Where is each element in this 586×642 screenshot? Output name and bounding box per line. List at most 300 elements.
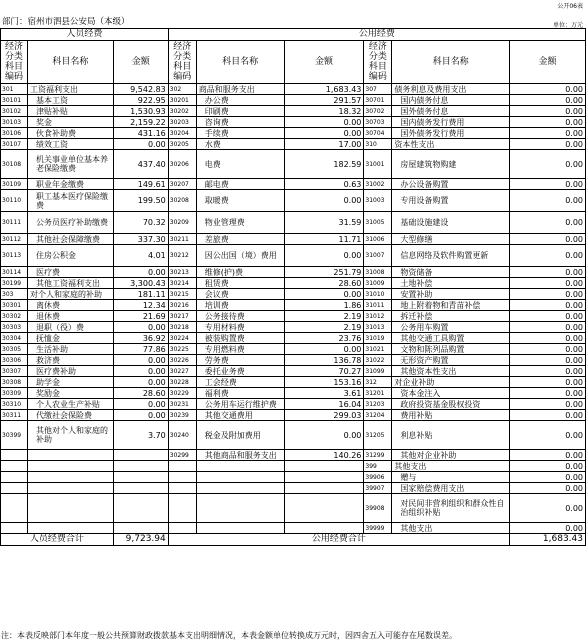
item-code: 30215: [168, 289, 196, 300]
public-total-label: 公用经费合计: [168, 534, 509, 546]
item-code: 30216: [168, 300, 196, 311]
empty-cell: [1, 472, 28, 483]
item-amount: 0.00: [510, 245, 586, 267]
item-amount: 12.34: [113, 300, 168, 311]
item-amount: 9,542.83: [113, 84, 168, 95]
table-row: [1, 355, 586, 366]
item-name: 对民间非营利组织和群众性自治组织补贴: [392, 494, 510, 523]
item-amount: 0.00: [510, 190, 586, 212]
table-row: [1, 322, 586, 333]
item-name: 对个人和家庭的补助: [27, 289, 113, 300]
item-code: 301: [1, 84, 28, 95]
item-code: 31001: [364, 150, 392, 179]
item-name: 大型修缮: [392, 234, 510, 245]
public-total-value: 1,683.43: [510, 534, 586, 546]
empty-cell: [168, 461, 196, 472]
empty-cell: [27, 472, 113, 483]
item-amount: 0.00: [113, 366, 168, 377]
item-name: 住房公积金: [27, 245, 113, 267]
item-code: 30703: [364, 117, 392, 128]
item-amount: 0.00: [510, 267, 586, 278]
item-code: 30107: [1, 139, 28, 150]
item-code: 31011: [364, 300, 392, 311]
item-code: 30202: [168, 106, 196, 117]
item-amount: 0.00: [113, 267, 168, 278]
item-name: 无形资产购置: [392, 355, 510, 366]
item-code: 31009: [364, 278, 392, 289]
item-name: 邮电费: [196, 179, 284, 190]
column-header-row: [1, 41, 586, 84]
item-name: 其他对个人和家庭的补助: [27, 421, 113, 450]
table-row: [1, 523, 586, 534]
item-code: 39999: [364, 523, 392, 534]
table-row: [1, 461, 586, 472]
item-amount: 0.00: [510, 421, 586, 450]
item-amount: 17.00: [284, 139, 364, 150]
item-amount: 431.16: [113, 128, 168, 139]
table-row: [1, 483, 586, 494]
item-code: 302: [168, 84, 196, 95]
table-row: [1, 300, 586, 311]
table-row: [1, 377, 586, 388]
item-amount: 36.92: [113, 333, 168, 344]
personnel-total-value: 9,723.94: [113, 534, 168, 546]
item-name: 租赁费: [196, 278, 284, 289]
amount-header: 金额: [510, 41, 586, 84]
item-code: 39906: [364, 472, 392, 483]
item-amount: 0.00: [284, 190, 364, 212]
empty-cell: [284, 472, 364, 483]
amount-header: 金额: [284, 41, 364, 84]
item-name: 国内债务发行费用: [392, 117, 510, 128]
item-name: 其他支出: [392, 523, 510, 534]
empty-cell: [168, 494, 196, 523]
item-code: 30205: [168, 139, 196, 150]
item-code: 30302: [1, 311, 28, 322]
item-code: 30306: [1, 355, 28, 366]
item-name: 手续费: [196, 128, 284, 139]
item-name: 基本工资: [27, 95, 113, 106]
table-row: [1, 289, 586, 300]
item-name: 信息网络及软件购置更新: [392, 245, 510, 267]
item-amount: 0.00: [510, 128, 586, 139]
item-name: 专用材料费: [196, 322, 284, 333]
table-body: [1, 84, 586, 534]
item-code: 30240: [168, 421, 196, 450]
item-code: [1, 450, 28, 461]
group-header-row: [1, 29, 586, 41]
item-code: 30227: [168, 366, 196, 377]
item-amount: 922.95: [113, 95, 168, 106]
item-code: 30212: [168, 245, 196, 267]
item-amount: 0.00: [510, 344, 586, 355]
item-code: 30704: [364, 128, 392, 139]
item-amount: 337.30: [113, 234, 168, 245]
item-name: 公务用车运行维护费: [196, 399, 284, 410]
item-code: 30310: [1, 399, 28, 410]
empty-cell: [284, 494, 364, 523]
item-amount: 18.32: [284, 106, 364, 117]
item-code: 399: [364, 461, 392, 472]
item-amount: 149.61: [113, 179, 168, 190]
item-code: 30102: [1, 106, 28, 117]
item-code: 30113: [1, 245, 28, 267]
empty-cell: [168, 472, 196, 483]
item-amount: 0.00: [510, 289, 586, 300]
item-code: 30239: [168, 410, 196, 421]
item-amount: 0.00: [510, 494, 586, 523]
table-row: [1, 95, 586, 106]
item-amount: 0.00: [510, 278, 586, 289]
item-name: 差旅费: [196, 234, 284, 245]
item-name: 商品和服务支出: [196, 84, 284, 95]
item-amount: 2.19: [284, 322, 364, 333]
empty-cell: [168, 523, 196, 534]
item-name: 退休费: [27, 311, 113, 322]
item-code: 30204: [168, 128, 196, 139]
empty-cell: [284, 523, 364, 534]
item-name: 电费: [196, 150, 284, 179]
item-name: 安置补助: [392, 289, 510, 300]
personnel-group-header: 人员经费: [1, 29, 169, 41]
empty-cell: [27, 494, 113, 523]
item-amount: 0.00: [510, 355, 586, 366]
item-name: 培训费: [196, 300, 284, 311]
item-amount: 0.00: [510, 117, 586, 128]
item-name: 资本性支出: [392, 139, 510, 150]
item-name: 办公设备购置: [392, 179, 510, 190]
empty-cell: [1, 483, 28, 494]
item-code: 30399: [1, 421, 28, 450]
item-name: 咨询费: [196, 117, 284, 128]
item-code: 30303: [1, 322, 28, 333]
item-amount: 70.32: [113, 212, 168, 234]
amount-header: 金额: [113, 41, 168, 84]
table-row: [1, 234, 586, 245]
item-code: 31022: [364, 355, 392, 366]
item-amount: 0.00: [510, 84, 586, 95]
item-amount: 0.00: [113, 399, 168, 410]
item-name: 福利费: [196, 388, 284, 399]
item-amount: 0.00: [510, 139, 586, 150]
item-name: 其他支出: [392, 461, 510, 472]
item-code: 30101: [1, 95, 28, 106]
totals-row: [1, 534, 586, 546]
item-amount: 299.03: [284, 410, 364, 421]
item-amount: 0.00: [510, 333, 586, 344]
item-amount: 0.00: [510, 366, 586, 377]
item-amount: 0.00: [510, 234, 586, 245]
item-name: 房屋建筑物购建: [392, 150, 510, 179]
item-name: 其他资本性支出: [392, 366, 510, 377]
item-amount: 0.00: [510, 483, 586, 494]
code-header: 经济分类科目编码: [364, 41, 392, 84]
item-name: 专用燃料费: [196, 344, 284, 355]
item-amount: 0.00: [284, 421, 364, 450]
item-amount: 291.57: [284, 95, 364, 106]
item-amount: 0.00: [510, 150, 586, 179]
item-code: 30304: [1, 333, 28, 344]
item-code: 30217: [168, 311, 196, 322]
item-code: 31005: [364, 212, 392, 234]
item-amount: 0.00: [284, 128, 364, 139]
item-name: 工会经费: [196, 377, 284, 388]
table-row: [1, 106, 586, 117]
item-amount: 0.00: [510, 179, 586, 190]
department-label: 部门：宿州市泗县公安局（本级）: [2, 17, 130, 27]
form-number: 公开06表: [557, 3, 583, 10]
item-code: 30308: [1, 377, 28, 388]
item-amount: 0.00: [510, 461, 586, 472]
item-name: 津贴补贴: [27, 106, 113, 117]
item-amount: 0.63: [284, 179, 364, 190]
item-amount: 31.59: [284, 212, 364, 234]
item-code: 30199: [1, 278, 28, 289]
empty-cell: [196, 494, 284, 523]
item-code: 30209: [168, 212, 196, 234]
item-amount: 1.86: [284, 300, 364, 311]
item-name: 地上附着物和青苗补偿: [392, 300, 510, 311]
item-name: 代缴社会保险费: [27, 410, 113, 421]
item-amount: 16.04: [284, 399, 364, 410]
item-name: 赠与: [392, 472, 510, 483]
item-amount: 28.60: [113, 388, 168, 399]
item-name: 其他工资福利支出: [27, 278, 113, 289]
item-name: 政府投资基金股权投资: [392, 399, 510, 410]
item-code: 30109: [1, 179, 28, 190]
item-code: 31021: [364, 344, 392, 355]
item-name: 被装购置费: [196, 333, 284, 344]
empty-cell: [196, 523, 284, 534]
item-code: 31203: [364, 399, 392, 410]
item-amount: 0.00: [510, 399, 586, 410]
item-code: 31299: [364, 450, 392, 461]
item-name: 奖励金: [27, 388, 113, 399]
item-amount: 0.00: [510, 450, 586, 461]
item-amount: 0.00: [510, 212, 586, 234]
empty-cell: [27, 461, 113, 472]
item-code: 39908: [364, 494, 392, 523]
item-name: 会议费: [196, 289, 284, 300]
item-name: 工资福利支出: [27, 84, 113, 95]
item-amount: 3.70: [113, 421, 168, 450]
item-name: 职业年金缴费: [27, 179, 113, 190]
item-amount: 0.00: [510, 95, 586, 106]
table-row: [1, 366, 586, 377]
item-name: 资本金注入: [392, 388, 510, 399]
item-code: 30108: [1, 150, 28, 179]
item-name: 个人农业生产补贴: [27, 399, 113, 410]
item-name: 救济费: [27, 355, 113, 366]
name-header: 科目名称: [392, 41, 510, 84]
item-amount: 1,530.93: [113, 106, 168, 117]
item-code: 30299: [168, 450, 196, 461]
public-group-header: 公用经费: [168, 29, 585, 41]
item-name: 公务员医疗补助缴费: [27, 212, 113, 234]
empty-cell: [1, 494, 28, 523]
item-name: 文物和陈列品购置: [392, 344, 510, 355]
item-amount: 0.00: [284, 289, 364, 300]
name-header: 科目名称: [27, 41, 113, 84]
item-amount: 0.00: [510, 106, 586, 117]
item-amount: [113, 450, 168, 461]
item-name: 生活补助: [27, 344, 113, 355]
item-code: 31099: [364, 366, 392, 377]
item-code: 30106: [1, 128, 28, 139]
table-row: [1, 212, 586, 234]
item-name: 债务利息及费用支出: [392, 84, 510, 95]
item-name: 其他对企业补助: [392, 450, 510, 461]
item-name: 印刷费: [196, 106, 284, 117]
empty-cell: [27, 483, 113, 494]
item-amount: 0.00: [113, 139, 168, 150]
item-code: 30228: [168, 377, 196, 388]
item-name: 费用补贴: [392, 410, 510, 421]
item-amount: 0.00: [510, 388, 586, 399]
item-name: 取暖费: [196, 190, 284, 212]
item-amount: 0.00: [510, 300, 586, 311]
item-amount: 2.19: [284, 311, 364, 322]
personnel-total-label: 人员经费合计: [1, 534, 114, 546]
item-name: 其他交通费用: [196, 410, 284, 421]
item-code: 30207: [168, 179, 196, 190]
code-header: 经济分类科目编码: [1, 41, 28, 84]
item-name: 维修(护)费: [196, 267, 284, 278]
item-code: 30701: [364, 95, 392, 106]
item-code: 30114: [1, 267, 28, 278]
item-amount: 0.00: [113, 410, 168, 421]
table-row: [1, 128, 586, 139]
table-row: [1, 311, 586, 322]
item-code: 30229: [168, 388, 196, 399]
item-name: 税金及附加费用: [196, 421, 284, 450]
item-amount: 0.00: [113, 377, 168, 388]
table-row: [1, 267, 586, 278]
item-amount: 0.00: [113, 355, 168, 366]
item-name: 助学金: [27, 377, 113, 388]
item-code: 30309: [1, 388, 28, 399]
table-row: [1, 150, 586, 179]
item-code: 31002: [364, 179, 392, 190]
item-amount: 0.00: [113, 322, 168, 333]
item-name: 其他商品和服务支出: [196, 450, 284, 461]
item-name: 离休费: [27, 300, 113, 311]
item-amount: 0.00: [510, 311, 586, 322]
item-name: 委托业务费: [196, 366, 284, 377]
item-name: 基础设施建设: [392, 212, 510, 234]
item-code: 31013: [364, 322, 392, 333]
item-code: 312: [364, 377, 392, 388]
table-row: [1, 344, 586, 355]
item-code: 30231: [168, 399, 196, 410]
table-row: [1, 139, 586, 150]
empty-cell: [196, 461, 284, 472]
item-amount: 0.00: [510, 322, 586, 333]
item-code: 31003: [364, 190, 392, 212]
item-amount: 0.00: [510, 377, 586, 388]
item-code: 30203: [168, 117, 196, 128]
item-amount: 0.00: [510, 523, 586, 534]
item-amount: 136.78: [284, 355, 364, 366]
item-amount: 181.11: [113, 289, 168, 300]
item-name: 土地补偿: [392, 278, 510, 289]
name-header: 科目名称: [196, 41, 284, 84]
item-code: 30218: [168, 322, 196, 333]
item-name: 水费: [196, 139, 284, 150]
item-code: 30208: [168, 190, 196, 212]
item-amount: 1,683.43: [284, 84, 364, 95]
table-row: [1, 245, 586, 267]
item-name: 机关事业单位基本养老保险缴费: [27, 150, 113, 179]
item-code: 30301: [1, 300, 28, 311]
empty-cell: [27, 523, 113, 534]
item-amount: 3.61: [284, 388, 364, 399]
item-amount: 182.59: [284, 150, 364, 179]
item-code: 310: [364, 139, 392, 150]
table-row: [1, 388, 586, 399]
table-row: [1, 472, 586, 483]
item-name: 其他社会保障缴费: [27, 234, 113, 245]
item-name: 国内债务付息: [392, 95, 510, 106]
item-code: 30226: [168, 355, 196, 366]
table-row: [1, 278, 586, 289]
table-row: [1, 190, 586, 212]
table-row: [1, 450, 586, 461]
item-amount: 251.79: [284, 267, 364, 278]
item-name: 办公费: [196, 95, 284, 106]
item-name: 利息补贴: [392, 421, 510, 450]
item-amount: 28.60: [284, 278, 364, 289]
item-code: 31010: [364, 289, 392, 300]
empty-cell: [196, 483, 284, 494]
empty-cell: [196, 472, 284, 483]
item-amount: 3,300.43: [113, 278, 168, 289]
item-code: 30702: [364, 106, 392, 117]
item-amount: 11.71: [284, 234, 364, 245]
item-name: 公务接待费: [196, 311, 284, 322]
item-name: 抚恤金: [27, 333, 113, 344]
table-row: [1, 117, 586, 128]
item-code: 30111: [1, 212, 28, 234]
item-amount: 70.27: [284, 366, 364, 377]
item-name: [27, 450, 113, 461]
item-name: 伙食补助费: [27, 128, 113, 139]
item-amount: 77.86: [113, 344, 168, 355]
item-code: 31019: [364, 333, 392, 344]
item-amount: 2,159.22: [113, 117, 168, 128]
item-amount: 0.00: [510, 472, 586, 483]
code-header: 经济分类科目编码: [168, 41, 196, 84]
item-code: 31007: [364, 245, 392, 267]
unit-label: 单位：万元: [552, 22, 583, 29]
item-name: 因公出国（境）费用: [196, 245, 284, 267]
item-code: 30224: [168, 333, 196, 344]
table-row: [1, 399, 586, 410]
table-row: [1, 410, 586, 421]
item-amount: 153.16: [284, 377, 364, 388]
item-code: 31006: [364, 234, 392, 245]
item-amount: 23.76: [284, 333, 364, 344]
item-name: 退职（役）费: [27, 322, 113, 333]
empty-cell: [113, 523, 168, 534]
item-code: 30103: [1, 117, 28, 128]
item-code: 31204: [364, 410, 392, 421]
item-amount: 0.00: [284, 344, 364, 355]
empty-cell: [284, 483, 364, 494]
item-name: 国家赔偿费用支出: [392, 483, 510, 494]
table-row: [1, 179, 586, 190]
expenditure-table: [0, 28, 586, 546]
